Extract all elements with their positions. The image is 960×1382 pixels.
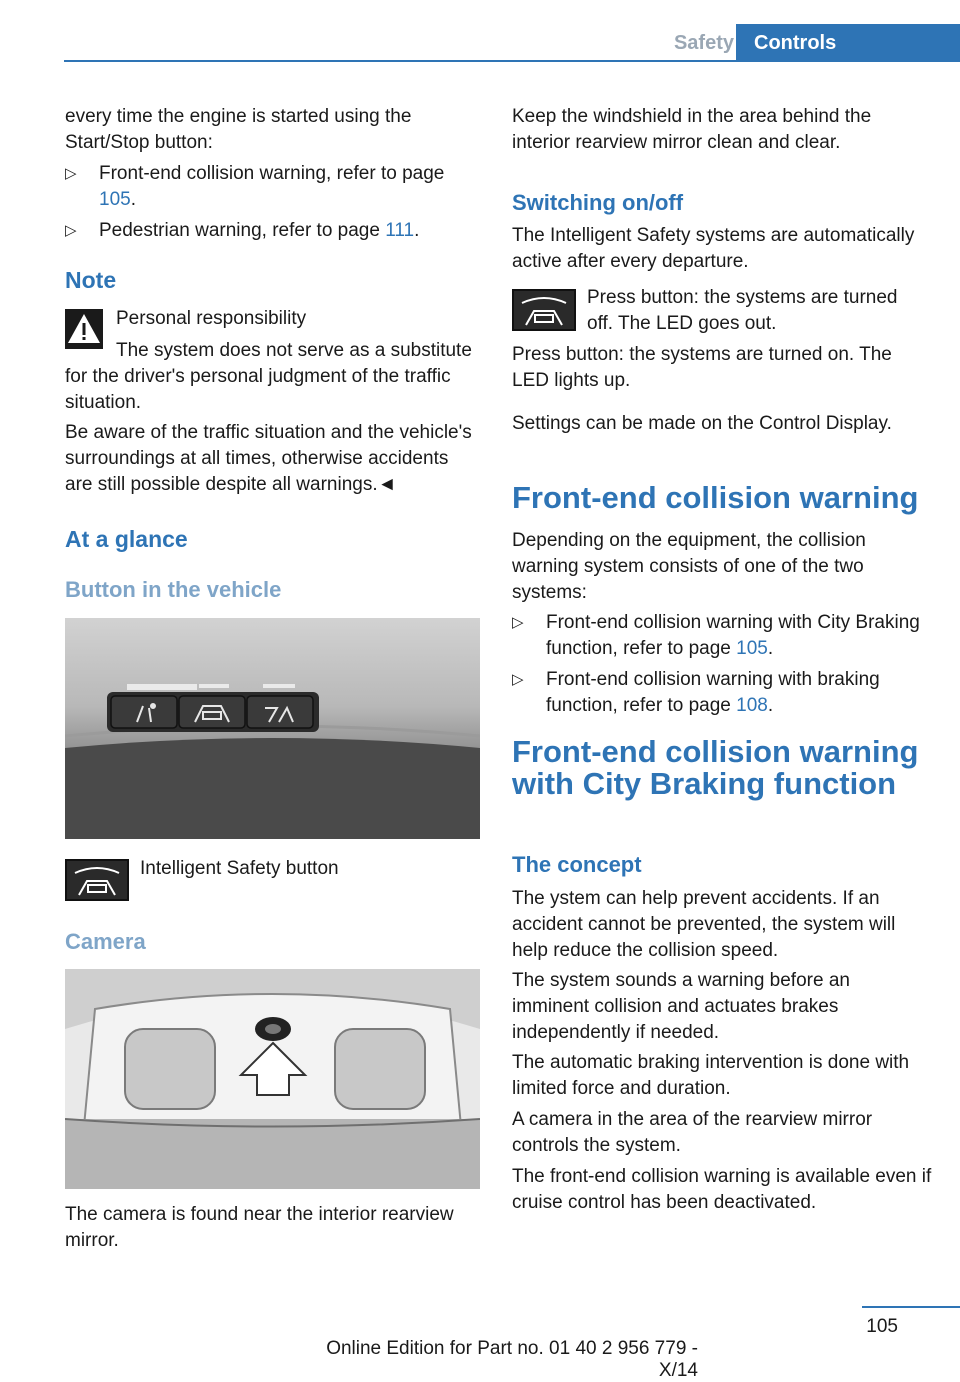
list-item: ▷ Front-end collision warning with braking function, refer to page 108. (512, 669, 880, 716)
section-heading: At a glance (65, 526, 188, 552)
list-item: ▷ Pedestrian warning, refer to page 111. (65, 218, 475, 244)
list-item-text: Front-end collision warning, refer to page (99, 163, 445, 184)
header-tab-safety: Safety (673, 32, 734, 54)
list-item: ▷ Front-end collision warning with City Braking function, refer to page 105. (512, 612, 920, 659)
list-item-text: Front-end collision warning with braking function, refer to page (546, 669, 880, 716)
note-paragraph: Be aware of the traffic situation and the vehicle's surroundings at all times, otherwise accidents are still possible despite all warnings.◄ (65, 422, 472, 495)
page-link[interactable]: 108 (736, 695, 768, 716)
page-number: 105 (866, 1316, 898, 1337)
header-rule (64, 60, 960, 62)
section-heading: The concept (512, 852, 642, 877)
bullet-triangle-icon: ▷ (65, 165, 77, 182)
paragraph: A camera in the area of the rearview mirror controls the system. (512, 1109, 873, 1156)
note-paragraph: The system does not serve as a substitute for the driver's personal judgment of the traffic situation. (65, 340, 472, 413)
header-tab-controls: Controls (736, 24, 960, 62)
paragraph: The automatic braking intervention is done with limited force and duration. (512, 1052, 910, 1099)
chapter-heading (512, 736, 952, 800)
paragraph: Depending on the equipment, the collision warning system consists of one of the two systems: (512, 530, 866, 603)
page-link[interactable]: 105 (736, 638, 768, 659)
intelligent-safety-icon (65, 859, 129, 901)
footer-rule (862, 1306, 960, 1308)
paragraph: The Intelligent Safety systems are automatically active after every departure. (512, 225, 915, 272)
chapter-heading-line: Front-end collision warning (512, 734, 919, 769)
edition-text: Online Edition for Part no. 01 40 2 956 779 - X/14 (326, 1338, 698, 1381)
icon-caption: Intelligent Safety button (140, 858, 339, 879)
camera-caption: The camera is found near the interior rearview mirror. (65, 1204, 454, 1251)
paragraph: Press button: the systems are turned on. The LED lights up. (512, 344, 892, 391)
list-item-text: Front-end collision warning with City Braking function, refer to page (546, 612, 920, 659)
paragraph: Settings can be made on the Control Display. (512, 413, 892, 434)
subsection-heading: Camera (65, 929, 146, 954)
paragraph: The ystem can help prevent accidents. If an accident cannot be prevented, the system will help reduce the collision speed. (512, 888, 896, 961)
section-heading: Switching on/off (512, 190, 684, 215)
list-item: ▷ Front-end collision warning, refer to page 105. (65, 163, 445, 210)
intelligent-safety-icon (512, 289, 576, 331)
paragraph: The front-end collision warning is available even if cruise control has been deactivated. (512, 1166, 932, 1213)
bullet-triangle-icon: ▷ (65, 222, 77, 239)
bullet-triangle-icon: ▷ (512, 614, 524, 631)
page-link[interactable]: 105 (99, 189, 131, 210)
chapter-heading-line: with City Braking function (512, 766, 897, 801)
windshield-text: Keep the windshield in the area behind the interior rearview mirror clean and clear. (512, 106, 872, 153)
subsection-heading: Button in the vehicle (65, 577, 282, 602)
chapter-heading: Front-end collision warning (512, 480, 919, 515)
intro-text: every time the engine is started using the Start/Stop button: (65, 106, 412, 153)
paragraph: The system sounds a warning before an imminent collision and actuates brakes independently if needed. (512, 970, 850, 1043)
paragraph: Press button: the systems are turned off. The LED goes out. (587, 287, 898, 334)
camera-photo (65, 969, 480, 1189)
list-item-text: Pedestrian warning, refer to page (99, 220, 386, 241)
note-title: Personal responsibility (116, 308, 307, 329)
note-heading: Note (65, 267, 117, 293)
button-photo (65, 618, 480, 839)
bullet-triangle-icon: ▷ (512, 671, 524, 688)
page-link[interactable]: 111 (385, 220, 415, 241)
